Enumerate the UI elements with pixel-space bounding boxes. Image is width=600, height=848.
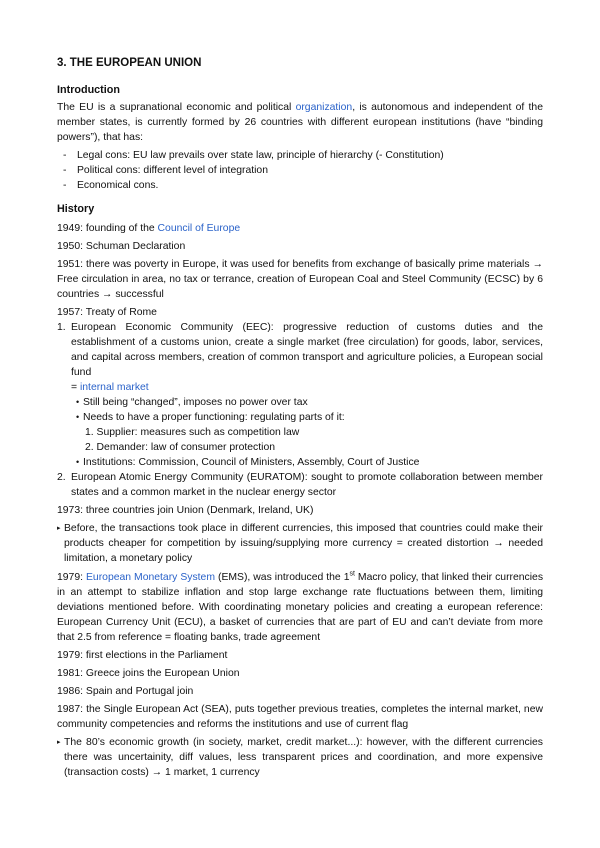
entry-1986: 1986: Spain and Portugal join — [57, 686, 194, 697]
entry-1979-elections: 1979: first elections in the Parliament — [57, 650, 228, 661]
growth-note: ▸ The 80’s economic growth (in society, market, credit market...): however, with the different currencies there was uncertainity, diff values, less transparent prices and coordination, and more expensive (transaction costs) → 1 market, 1 currency — [57, 737, 543, 778]
bullet-item: • Institutions: Commission, Council of Ministers, Assembly, Court of Justice — [57, 455, 543, 470]
introduction-heading: Introduction — [57, 84, 120, 96]
bullet-item: • Still being “changed”, imposes no power over tax — [57, 395, 543, 410]
internal-market-line: = internal market — [71, 382, 149, 393]
item-number: 2. — [57, 472, 66, 483]
arrow-bullet-icon: ▸ — [57, 525, 61, 532]
internal-market-link[interactable]: internal market — [79, 382, 149, 393]
list-item: - Economical cons. — [57, 178, 543, 193]
entry-1949: 1949: founding of the Council of Europe — [57, 223, 241, 234]
entry-1957: 1957: Treaty of Rome — [57, 307, 157, 318]
euratom-item: 2. European Atomic Energy Community (EURATOM): sought to promote collaboration between member states and a common market in the nuclear energy sector — [57, 472, 543, 498]
sub-item-supplier: 1. Supplier: measures such as competition law — [85, 427, 300, 438]
cons-list — [57, 148, 543, 193]
council-of-europe-link[interactable]: Council of Europe — [157, 223, 241, 234]
list-item: - Political cons: different level of integration — [57, 163, 543, 178]
eec-item: 1. European Economic Community (EEC): progressive reduction of customs duties and the establishment of a customs union, create a single market (free circulation) for goods, labor, services, and capital across members, creation of common transport and agriculture policies, a European social fund — [57, 322, 543, 378]
entry-1979-ems: 1979: European Monetary System (EMS), was introduced the 1st Macro policy, that linked their currencies in an attempt to stabilize inflation and stop large exchange rate fluctuations between them, limiting deviations mentioned before. With coordinating monetary policies and creating a european reference: European Currency Unit (ECU), a basket of currencies that are part of EU and can’t deviate from more that 2.5 from reference = floating banks, trade agreement — [57, 570, 544, 643]
entry-1981: 1981: Greece joins the European Union — [57, 668, 240, 679]
sub-item-demander: 2. Demander: law of consumer protection — [85, 442, 276, 453]
item-number: 1. — [57, 322, 66, 333]
entry-1987: 1987: the Single European Act (SEA), puts together previous treaties, completes the internal market, new community competencies and reforms the institutions and use of current flag — [57, 704, 543, 730]
arrow-bullet-icon: ▸ — [57, 739, 61, 746]
bullet-item: • Needs to have a proper functioning: regulating parts of it: — [57, 410, 543, 425]
page-title: 3. THE EUROPEAN UNION — [57, 57, 202, 69]
introduction-paragraph: The EU is a supranational economic and political organization, is autonomous and independent of the member states, is currently formed by 26 countries with different european institutions (have “binding powers”), that has: — [57, 102, 543, 143]
ems-link[interactable]: European Monetary System — [86, 572, 215, 583]
entry-1951: 1951: there was poverty in Europe, it was used for benefits from exchange of basically prime materials → Free circulation in area, no tax or terrance, creation of European Coal and Steel Community (ECSC) by 6 countries → successful — [57, 259, 543, 300]
list-item: - Legal cons: EU law prevails over state law, principle of hierarchy (- Constitution) — [57, 148, 543, 163]
history-heading: History — [57, 203, 95, 215]
organization-link[interactable]: organization — [295, 102, 353, 113]
before-note: ▸ Before, the transactions took place in different currencies, this imposed that countries could make their products cheaper for competition by issuing/supplying more currency = created distortion → needed limitation, a monetary policy — [57, 523, 543, 564]
entry-1950: 1950: Schuman Declaration — [57, 241, 186, 252]
entry-1973: 1973: three countries join Union (Denmark, Ireland, UK) — [57, 505, 314, 516]
